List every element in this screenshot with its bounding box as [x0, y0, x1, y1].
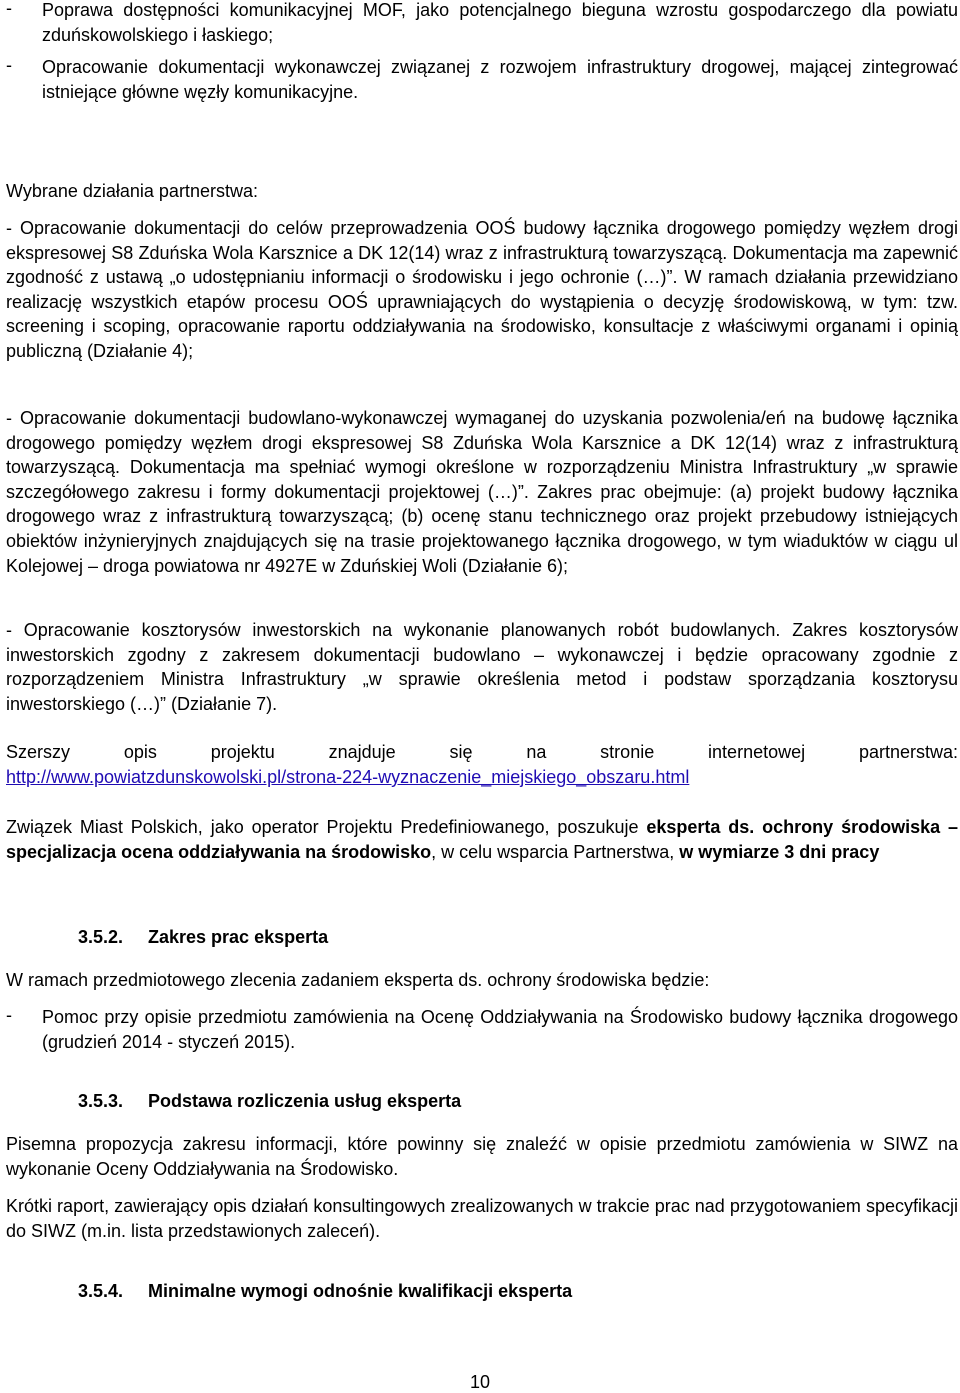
section-heading-353: [78, 1089, 461, 1114]
search-pre: Związek Miast Polskich, jako operator Projektu Predefiniowanego, poszukuje: [6, 817, 647, 837]
intro-bullet: [6, 0, 958, 47]
search-expert-title: eksperta ds. ochrony środowiska – specjalizacja ocena oddziaływania na środowisko: [6, 817, 958, 862]
more-info-link-line: [6, 765, 958, 790]
section-heading-352: [78, 925, 328, 950]
section-353-paragraph: Pisemna propozycja zakresu informacji, które powinny się znaleźć w opisie przedmiotu zamówienia w SIWZ na wykonanie Oceny Oddziaływania na Środowisko.: [6, 1134, 958, 1179]
section-352-intro: W ramach przedmiotowego zlecenia zadaniem eksperta ds. ochrony środowiska będzie:: [6, 970, 710, 990]
page-number: 10: [469, 1372, 491, 1392]
bullet-text: Pomoc przy opisie przedmiotu zamówienia na Ocenę Oddziaływania na Środowisko budowy łącznika drogowego (grudzień 2014 - styczeń 2015).: [42, 1007, 958, 1052]
search-mid: , w celu wsparcia Partnerstwa,: [431, 841, 680, 862]
search-workload: w wymiarze 3 dni pracy: [679, 841, 880, 862]
partnership-heading: Wybrane działania partnerstwa:: [6, 181, 258, 201]
section-number: 3.5.2.: [78, 927, 124, 947]
section-heading-354: [78, 1279, 572, 1304]
search-paragraph: [6, 815, 958, 864]
section-number: 3.5.4.: [78, 1281, 124, 1301]
partnership-item: - Opracowanie dokumentacji budowlano-wykonawczej wymaganej do uzyskania pozwolenia/eń na budowę łącznika drogowego pomiędzy węzłem drogi ekspresowej S8 Zduńska Wola Karsznice a DK 12(14) wraz z infrastrukturą towarzyszącą. Dokumentacja ma spełniać wymogi określone w rozporządzeniu Ministra Infrastruktury „w sprawie szczegółowego zakresu i formy dokumentacji projektowej (…)”. Zakres prac obejmuje: (a) projekt budowy łącznika drogowego wraz z infrastrukturą towarzyszącą; (b) ocenę stanu technicznego oraz projekt przebudowy istniejących obiektów inżynieryjnych znajdujących się na trasie projektowanego łącznika drogowego, w tym wiaduktów w ciągu ul Kolejowej – droga powiatowa nr 4927E w Zduńskiej Woli (Działanie 6);: [6, 408, 958, 576]
section-353-paragraph: Krótki raport, zawierający opis działań konsultingowych zrealizowanych w trakcie prac nad przygotowaniem specyfikacji do SIWZ (m.in. lista przedstawionych zaleceń).: [6, 1196, 958, 1241]
section-number: 3.5.3.: [78, 1091, 124, 1111]
intro-bullet-list: [6, 0, 958, 104]
bullet-text: Poprawa dostępności komunikacyjnej MOF, jako potencjalnego bieguna wzrostu gospodarczego dla powiatu zduńskowolskiego i łaskiego;: [42, 0, 958, 45]
partnership-item: - Opracowanie kosztorysów inwestorskich na wykonanie planowanych robót budowlanych. Zakres kosztorysów inwestorskich zgodny z zakresem dokumentacji budowlano – wykonawczej i będzie opracowany zgodnie z rozporządzeniem Ministra Infrastruktury „w sprawie określenia metod i podstaw sporządzania kosztorysu inwestorskiego (…)” (Działanie 7).: [6, 620, 958, 714]
section-title: Zakres prac eksperta: [148, 927, 329, 947]
section-352-item: [6, 1005, 958, 1054]
bullet-marker: -: [6, 0, 12, 18]
section-title: Podstawa rozliczenia usług eksperta: [148, 1091, 462, 1111]
partnership-item: - Opracowanie dokumentacji do celów przeprowadzenia OOŚ budowy łącznika drogowego pomiędzy węzłem drogi ekspresowej S8 Zduńska Wola Karsznice a DK 12(14) wraz z infrastrukturą towarzyszącą. Dokumentacja ma zapewnić zgodność z ustawą „o udostępnianiu informacji o środowisku i jego ochronie (…)”. W ramach działania przewidziano realizację wszystkich etapów procesu OOŚ uprawniających do wystąpienia o decyzję środowiskową, w tym: tzw. screening i scoping, opracowanie raportu oddziaływania na środowisko, konsultacje z właściwymi organami i opinią publiczną (Działanie 4);: [6, 218, 958, 361]
bullet-marker: -: [6, 1005, 12, 1025]
intro-bullet: [6, 55, 958, 104]
bullet-text: Opracowanie dokumentacji wykonawczej związanej z rozwojem infrastruktury drogowej, mającej zintegrować istniejące główne węzły komunikacyjne.: [42, 57, 958, 102]
more-info-text: Szerszy opis projektu znajduje się na stronie internetowej partnerstwa:: [6, 742, 958, 762]
partnership-website-link[interactable]: http://www.powiatzdunskowolski.pl/strona-224-wyznaczenie_miejskiego_obszaru.html: [6, 767, 690, 787]
section-title: Minimalne wymogi odnośnie kwalifikacji eksperta: [148, 1281, 573, 1301]
bullet-marker: -: [6, 55, 12, 76]
